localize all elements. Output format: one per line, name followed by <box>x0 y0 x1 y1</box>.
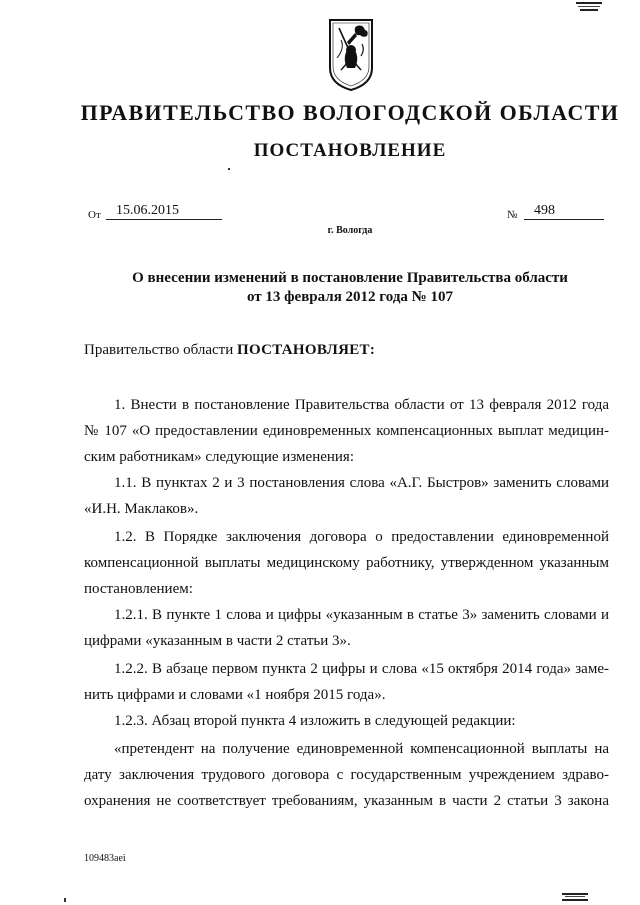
preamble <box>84 342 375 359</box>
body-line: 1. Внести в постановление Правительства области от 13 февраля 2012 года <box>114 397 609 413</box>
footer-code: 109483aei <box>84 853 126 864</box>
body-line: 1.2. В Порядке заключения договора о предоставлении единовременной <box>114 529 609 545</box>
scan-mark-icon <box>576 2 602 12</box>
document-type-title: ПОСТАНОВЛЕНИЕ <box>253 140 447 161</box>
body-line: постановлением: <box>84 581 193 597</box>
body-line: ским работникам» следующие изменения: <box>84 449 354 465</box>
subject-line: О внесении изменений в постановление Правительства области <box>132 270 568 286</box>
subject-line: от 13 февраля 2012 года № 107 <box>247 289 453 305</box>
body-line: цифрами «указанным в части 2 статьи 3». <box>84 633 351 649</box>
document-subject <box>60 269 640 307</box>
scan-dot <box>228 168 230 170</box>
city-label: г. Вологда <box>327 225 373 236</box>
scan-mark-left <box>64 898 66 902</box>
body-line: 1.2.1. В пункте 1 слова и цифры «указанным в статье 3» заменить словами и <box>114 607 609 623</box>
decree-word: ПОСТАНОВЛЯЕТ: <box>236 342 376 358</box>
body-line: дату заключения трудового договора с государственным учреждением здраво- <box>84 767 609 783</box>
scan-mark-icon <box>562 893 588 901</box>
body-line: 1.1. В пунктах 2 и 3 постановления слова «А.Г. Быстров» заменить словами <box>114 475 609 491</box>
number-prefix-label: № <box>507 209 518 221</box>
preamble-text: Правительство области <box>84 342 234 358</box>
government-title: ПРАВИТЕЛЬСТВО ВОЛОГОДСКОЙ ОБЛАСТИ <box>80 100 620 125</box>
vologda-coat-of-arms-icon <box>327 18 375 92</box>
date-prefix-label: От <box>88 209 101 221</box>
document-number: 498 <box>524 203 604 220</box>
body-line: «И.Н. Маклаков». <box>84 501 199 517</box>
document-date: 15.06.2015 <box>106 203 222 220</box>
body-line: 1.2.3. Абзац второй пункта 4 изложить в следующей редакции: <box>114 713 516 729</box>
body-line: компенсационной выплаты медицинскому работнику, утвержденном указанным <box>84 555 609 571</box>
body-line: 1.2.2. В абзаце первом пункта 2 цифры и слова «15 октября 2014 года» заме- <box>114 661 609 677</box>
body-line: нить цифрами и словами «1 ноября 2015 года». <box>84 687 386 703</box>
body-line: № 107 «О предоставлении единовременных компенсационных выплат медицин- <box>84 423 609 439</box>
body-line: охранения не соответствует требованиям, указанным в части 2 статьи 3 закона <box>84 793 609 809</box>
body-line: «претендент на получение единовременной компенсационной выплаты на <box>114 741 609 757</box>
